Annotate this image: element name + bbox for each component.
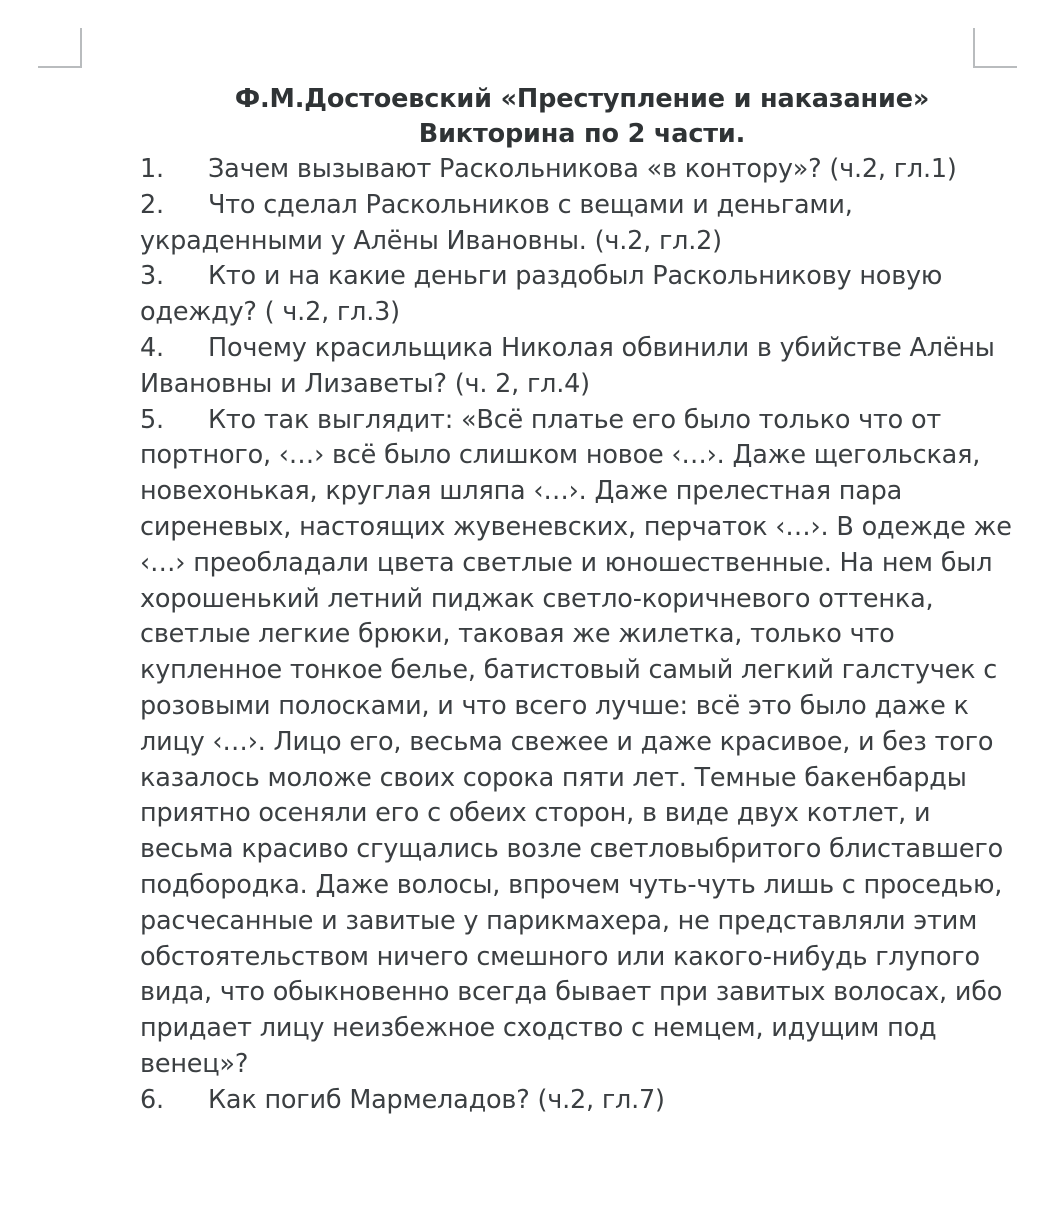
question-number: 2. [140, 189, 164, 220]
question-number: 1. [140, 154, 164, 184]
question-text: Зачем вызывают Раскольникова «в контору»? (ч.2, гл.1) [208, 154, 957, 184]
question-text: Как погиб Мармеладов? (ч.2, гл.7) [208, 1084, 665, 1115]
question-item [140, 1083, 1024, 1119]
document-title-line-2: Викторина по 2 части. [418, 119, 746, 149]
document-title-line-1: Ф.М.Достоевский «Преступление и наказание» [234, 84, 930, 114]
question-item [140, 403, 1024, 1083]
question-item [140, 259, 1024, 331]
question-text: Почему красильщика Николая обвинили в убийстве Алёны Ивановны и Лизаветы? (ч. 2, гл.4) [140, 332, 995, 399]
crop-mark-top-right-icon [973, 28, 1017, 68]
question-text: Что сделал Раскольников с вещами и деньгами, украденными у Алёны Ивановны. (ч.2, гл.2) [140, 189, 853, 256]
question-item [140, 152, 1024, 188]
question-text: Кто так выглядит: «Всё платье его было только что от портного, ‹…› всё было слишком новое ‹…›. Даже щегольская, новехонькая, круглая шляпа ‹…›. Даже прелестная пара сиреневых, настоящих жувеневских, перчаток ‹…›. В одежде же ‹…› преобладали цвета светлые и юношественные. На нем был хорошенький летний пиджак светло-коричневого оттенка, светлые легкие брюки, таковая же жилетка, только что купленное тонкое белье, батистовый самый легкий галстучек с розовыми полосками, и что всего лучше: всё это было даже к лицу ‹…›. Лицо его, весьма свежее и даже красивое, и без того казалось моложе своих сорока пяти лет. Темные бакенбарды приятно осеняли его с обеих сторон, в виде двух котлет, и весьма красиво сгущались возле светловыбритого блиставшего подбородка. Даже волосы, впрочем чуть-чуть лишь с проседью, расчесанные и завитые у парикмахера, не представляли этим обстоятельством ничего смешного или какого-нибудь глупого вида, что обыкновенно всегда бывает при завитых волосах, ибо придает лицу неизбежное сходство с немцем, идущим под венец»? [140, 404, 1012, 1079]
document-body [140, 82, 1024, 1119]
question-number: 3. [140, 261, 164, 292]
question-item [140, 331, 1024, 403]
question-number: 4. [140, 332, 164, 363]
question-text: Кто и на какие деньги раздобыл Раскольникову новую одежду? ( ч.2, гл.3) [140, 261, 943, 328]
question-item [140, 188, 1024, 260]
question-number: 6. [140, 1084, 164, 1115]
question-number: 5. [140, 404, 164, 435]
question-list [140, 152, 1024, 1119]
crop-mark-top-left-icon [38, 28, 82, 68]
